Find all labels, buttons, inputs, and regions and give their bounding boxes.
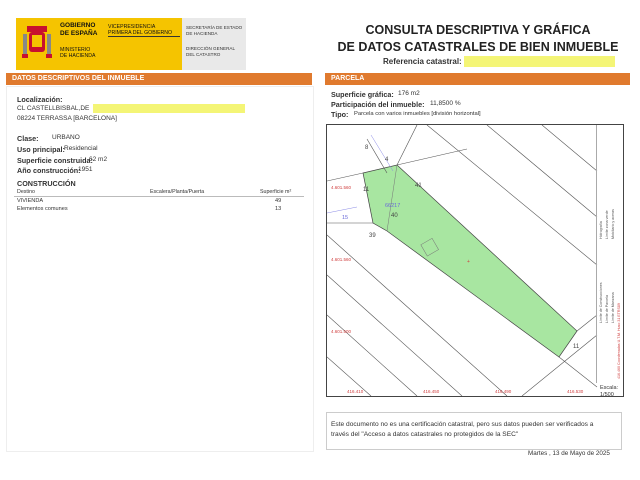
direccion-line2: DEL CATASTRO	[186, 51, 221, 57]
map-label-41: 41	[415, 183, 422, 189]
map-label-11a: 11	[363, 187, 370, 193]
parcel-polygon	[363, 165, 577, 357]
datos-descriptivos-bar: DATOS DESCRIPTIVOS DEL INMUEBLE	[6, 73, 312, 85]
map-label-40: 40	[391, 213, 398, 219]
superficie-label: Superficie construida:	[17, 156, 93, 165]
clase-label: Clase:	[17, 134, 39, 143]
map-coord-b3: 416.490	[495, 389, 512, 394]
uso-label: Uso principal:	[17, 145, 65, 154]
map-coord-b4: 416.530	[567, 389, 584, 394]
construccion-title: CONSTRUCCIÓN	[17, 179, 76, 188]
map-coord-1: 4.601.560	[331, 185, 352, 190]
map-coord-b1: 416.410	[347, 389, 364, 394]
superficie-value: 62 m2	[89, 156, 108, 163]
disclaimer-text	[331, 420, 615, 440]
legend-item: Límite de Parcela	[605, 295, 609, 323]
legend-item: Mobiliario y aceras	[611, 209, 615, 239]
map-coord-2: 4.601.560	[331, 257, 352, 262]
map-legend	[596, 125, 624, 383]
legend-item: Límite de Manzana	[611, 292, 615, 323]
sup-grafica-value: 176 m2	[398, 90, 420, 97]
legend-coords: 416.460 Coordenadas U.T.M. Huso 31 ETRS89	[617, 303, 621, 379]
parcela-bar: PARCELA	[325, 73, 630, 85]
gobierno-line1: GOBIERNO	[60, 22, 96, 29]
secretaria-line2: DE HACIENDA	[186, 30, 218, 36]
vicepresidencia-text	[108, 24, 172, 37]
address-line2: 08224 TERRASSA [BARCELONA]	[17, 115, 117, 122]
map-label-11b: 11	[573, 344, 580, 350]
document-date: Martes , 13 de Mayo de 2025	[528, 450, 610, 457]
gobierno-text	[60, 22, 97, 60]
address-line1: CL CASTELLBISBAL,DE	[17, 105, 90, 112]
map-label-8: 8	[365, 145, 369, 151]
participacion-value: 11,8500 %	[430, 100, 461, 107]
cadastral-map	[326, 124, 624, 397]
table-row: VIVIENDA	[17, 198, 44, 204]
uso-value: Residencial	[64, 145, 98, 152]
scale-value: 1/500	[600, 392, 614, 398]
table-row: Elementos comunes	[17, 206, 68, 212]
secretaria-line1: SECRETARÍA DE ESTADO	[186, 25, 243, 30]
page-title	[326, 22, 630, 56]
legend-item: Hidrografía	[599, 221, 603, 239]
map-parcel-code: 66217	[385, 203, 401, 209]
ref-catastral-redacted	[464, 56, 615, 67]
legend-item: Límite de Construcciones	[599, 282, 603, 323]
gobierno-line2: DE ESPAÑA	[60, 29, 98, 37]
ministerio-line1: MINISTERIO	[60, 47, 91, 53]
table-cell: 13	[275, 206, 282, 212]
anio-label: Año construcción:	[17, 166, 81, 175]
tipo-label: Tipo:	[331, 110, 349, 119]
localizacion-label: Localización:	[17, 95, 63, 104]
map-coord-b2: 416.450	[423, 389, 440, 394]
col-escalera: Escalera/Planta/Puerta	[150, 189, 205, 195]
scale	[600, 385, 618, 399]
col-destino: Destino	[17, 189, 35, 195]
legend-item: Límite zona verde	[605, 210, 609, 239]
ministerio-line2: DE HACIENDA	[60, 53, 96, 60]
map-drawing	[327, 125, 623, 396]
vicepresidencia-line1: VICEPRESIDENCIA	[108, 24, 156, 30]
scale-label: Escala:	[600, 385, 619, 391]
disclaimer-line2: través del "Acceso a datos catastrales no protegidos de la SEC"	[331, 431, 519, 438]
sup-grafica-label: Superficie gráfica:	[331, 90, 394, 99]
secretaria-text	[186, 25, 242, 57]
disclaimer-line1: Este documento no es una certificación catastral, pero sus datos pueden ser verificados a	[331, 421, 594, 428]
title-line2: DE DATOS CATASTRALES DE BIEN INMUEBLE	[337, 40, 619, 54]
vicepresidencia-line2: PRIMERA DEL GOBIERNO	[108, 30, 173, 37]
anio-value: 1951	[78, 166, 93, 173]
map-label-39: 39	[369, 233, 376, 239]
ref-catastral-label: Referencia catastral:	[383, 57, 462, 66]
coat-of-arms-icon	[20, 24, 54, 64]
map-label-4: 4	[385, 157, 389, 163]
table-cell: 49	[275, 198, 282, 204]
map-coord-3: 4.601.500	[331, 329, 352, 334]
title-line1: CONSULTA DESCRIPTIVA Y GRÁFICA	[365, 23, 591, 37]
map-marker: +	[467, 259, 470, 265]
address-redacted	[93, 104, 245, 113]
tipo-value: Parcela con varios inmuebles [división horizontal]	[354, 111, 481, 117]
col-superficie: Superficie m²	[260, 189, 292, 195]
participacion-label: Participación del inmueble:	[331, 100, 425, 109]
map-label-15: 15	[342, 215, 349, 221]
direccion-line1: DIRECCIÓN GENERAL	[186, 46, 236, 52]
clase-value: URBANO	[52, 134, 80, 141]
